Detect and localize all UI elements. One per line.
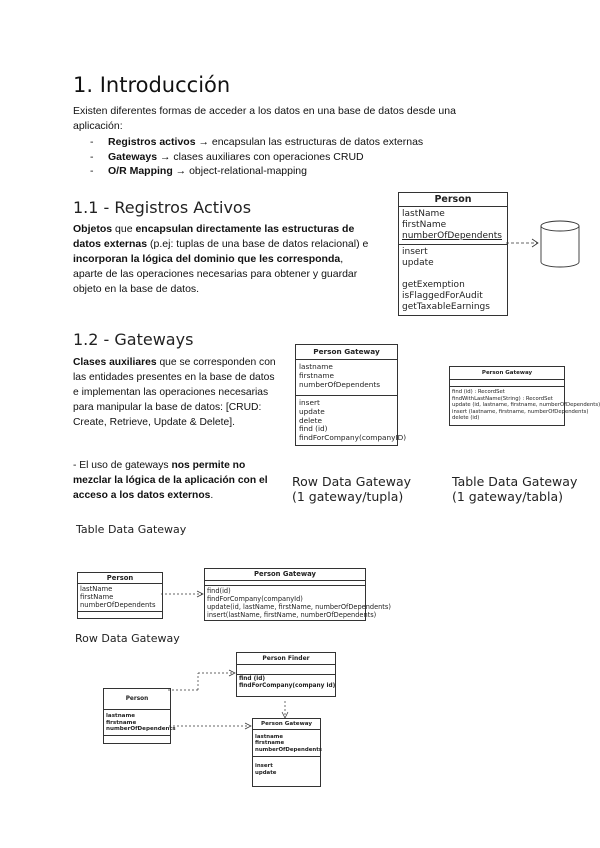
text: - El uso de gateways (73, 460, 172, 471)
list-item-text: → clases auxiliares con operaciones CRUD (157, 150, 364, 163)
class-field: firstName (402, 220, 447, 230)
class-method: delete (id) (452, 415, 480, 421)
section-heading-gateways: 1.2 - Gateways (73, 330, 194, 349)
class-field: firstname (106, 719, 137, 726)
bold-text: incorporan la lógica del dominio que les corresponda (73, 253, 341, 265)
tdg-connector (161, 591, 203, 597)
class-method: insert(lastName, firstName, numberOfDependents) (207, 611, 377, 619)
class-method: find (id) (239, 676, 266, 682)
class-field: lastName (402, 209, 445, 219)
list-item-bold: O/R Mapping (108, 165, 173, 177)
class-name: Person Gateway (205, 569, 365, 581)
rdg-finder-to-gateway-connector (282, 701, 288, 718)
class-name: Person (78, 573, 162, 584)
class-method: findWithLastName(String) : RecordSet (452, 395, 553, 402)
class-name: Person Gateway (450, 367, 564, 380)
text: (p.ej: tuplas de una base de datos relacional) e (147, 238, 369, 250)
class-field: numberOfDependents (80, 601, 156, 609)
bold-text: nos permite no mezclar la lógica de la aplicación con el acceso a los datos externos (73, 460, 268, 501)
rdg-person-to-gateway-connector (169, 723, 251, 729)
class-name: Person Gateway (253, 719, 320, 730)
class-name: Person Gateway (296, 345, 397, 360)
class-field: numberOfDependents (402, 231, 502, 241)
class-method: findForCompany(companyId) (207, 595, 303, 603)
class-method: insert (lastname, firstname, numberOfDependents) (452, 408, 589, 415)
rdg-person-to-finder-connector (168, 670, 235, 690)
class-method: update(id, lastName, firstName, numberOfDependents) (207, 603, 391, 611)
class-method: getTaxableEarnings (402, 302, 490, 312)
bold-text: Objetos (73, 223, 113, 235)
class-method: findForCompany(company id) (239, 683, 336, 689)
class-method: insert (402, 247, 428, 257)
class-field: numberOfDependents (106, 726, 176, 732)
bold-text: encapsulan directamente las estructuras de datos externas (73, 223, 355, 250)
list-item-bold: Registros activos (108, 136, 196, 148)
bold-text: Clases auxiliares (73, 357, 157, 368)
text: que se corresponden con las entidades presentes en la base de datos e implementan las operaciones necesarias para manipular la base de datos: [CRUD: Create, Retrieve, Update & Delete]. (73, 357, 276, 428)
caption-line: (1 gateway/tabla) (452, 489, 563, 504)
caption-line: Row Data Gateway (292, 474, 412, 489)
class-method: findForCompany(companyID) (299, 433, 407, 443)
text: , aparte de las operaciones necesarias para obtener y guardar objeto en la base de datos. (73, 253, 358, 295)
caption-line: (1 gateway/tupla) (292, 489, 404, 504)
intro-text: Existen diferentes formas de acceder a los datos en una base de datos desde una aplicación: (73, 105, 456, 132)
list-item-bold: Gateways (108, 150, 158, 163)
class-method: isFlaggedForAudit (402, 291, 483, 301)
class-field: numberOfDependents (299, 379, 381, 389)
list-item-text: → object-relational-mapping (172, 165, 307, 177)
class-name: Person (399, 193, 507, 207)
class-method: getExemption (402, 280, 465, 290)
class-method: find(id) (207, 587, 231, 595)
caption-line: Table Data Gateway (452, 474, 578, 489)
page-title: 1. Introducción (73, 73, 231, 97)
class-field: lastname (299, 362, 333, 371)
class-method: update (299, 406, 325, 416)
class-method: find (id) (299, 424, 328, 434)
class-method: update (255, 769, 277, 776)
class-field: firstname (255, 740, 285, 747)
class-field: numberOfDependents (255, 746, 323, 753)
class-field: lastname (106, 713, 136, 719)
class-field: lastName (80, 585, 113, 593)
row-data-gateway-label: Row Data Gateway (75, 632, 180, 645)
class-method: update (402, 258, 434, 268)
class-method: delete (299, 415, 322, 425)
class-method: update (id, lastname, firstname, numberOfDependents) (452, 402, 600, 408)
class-method: insert (299, 397, 320, 407)
section-heading-registros: 1.1 - Registros Activos (73, 198, 252, 217)
list-item-text: → encapsulan las estructuras de datos externas (195, 136, 424, 148)
class-method: insert (255, 763, 273, 770)
class-field: firstName (80, 593, 114, 601)
class-method: find (id) : RecordSet (452, 389, 505, 395)
table-data-gateway-label: Table Data Gateway (76, 523, 187, 536)
text: que (112, 223, 136, 235)
class-field: lastname (255, 734, 284, 740)
class-name: Person (104, 689, 170, 710)
class-field: firstname (299, 370, 334, 380)
text: . (210, 490, 214, 501)
class-name: Person Finder (237, 653, 335, 665)
